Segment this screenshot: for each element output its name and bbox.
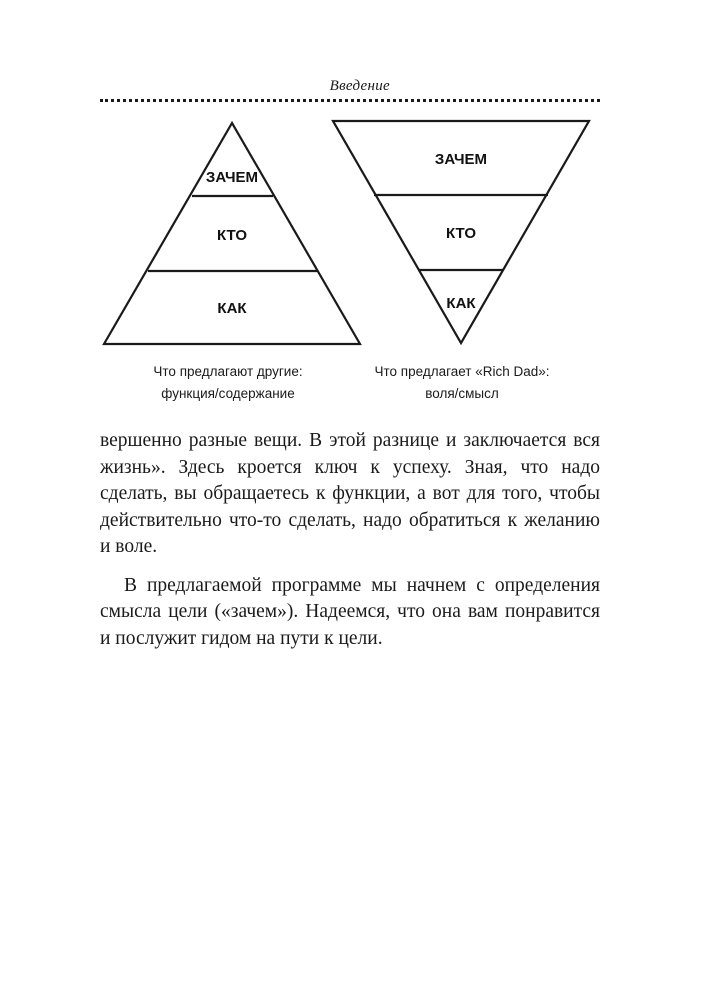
left-caption-line2: функция/содержание [161,386,295,401]
left-tier-kto: КТО [217,227,247,244]
running-head: Введение [329,78,390,94]
right-caption-line1: Что предлагает «Rich Dad»: [374,364,550,379]
right-tier-kak: КАК [446,295,476,312]
body-text [100,428,600,652]
right-caption-line2: воля/смысл [425,386,499,401]
pyramid-diagram [0,0,701,360]
right-pyramid-caption [347,361,577,405]
right-tier-kto: КТО [446,225,476,242]
left-tier-zachem: ЗАЧЕМ [205,169,259,186]
paragraph-1: вершенно разные вещи. В этой разнице и заключается вся жизнь». Здесь кроется ключ к успеху. Зная, что надо сделать, вы обращаетесь к функции, а вот для того, чтобы действительно что-то сделать, надо обратиться к желанию и воле. [100,430,600,557]
left-caption-line1: Что предлагают другие: [153,364,303,379]
right-tier-zachem: ЗАЧЕМ [434,151,488,168]
left-tier-kak: КАК [217,300,247,317]
paragraph-2: В предлагаемой программе мы начнем с определения смысла цели («зачем»). Надеемся, что она вам понравится и послужит гидом на пути к цели. [100,574,600,649]
left-pyramid-caption [118,361,338,405]
